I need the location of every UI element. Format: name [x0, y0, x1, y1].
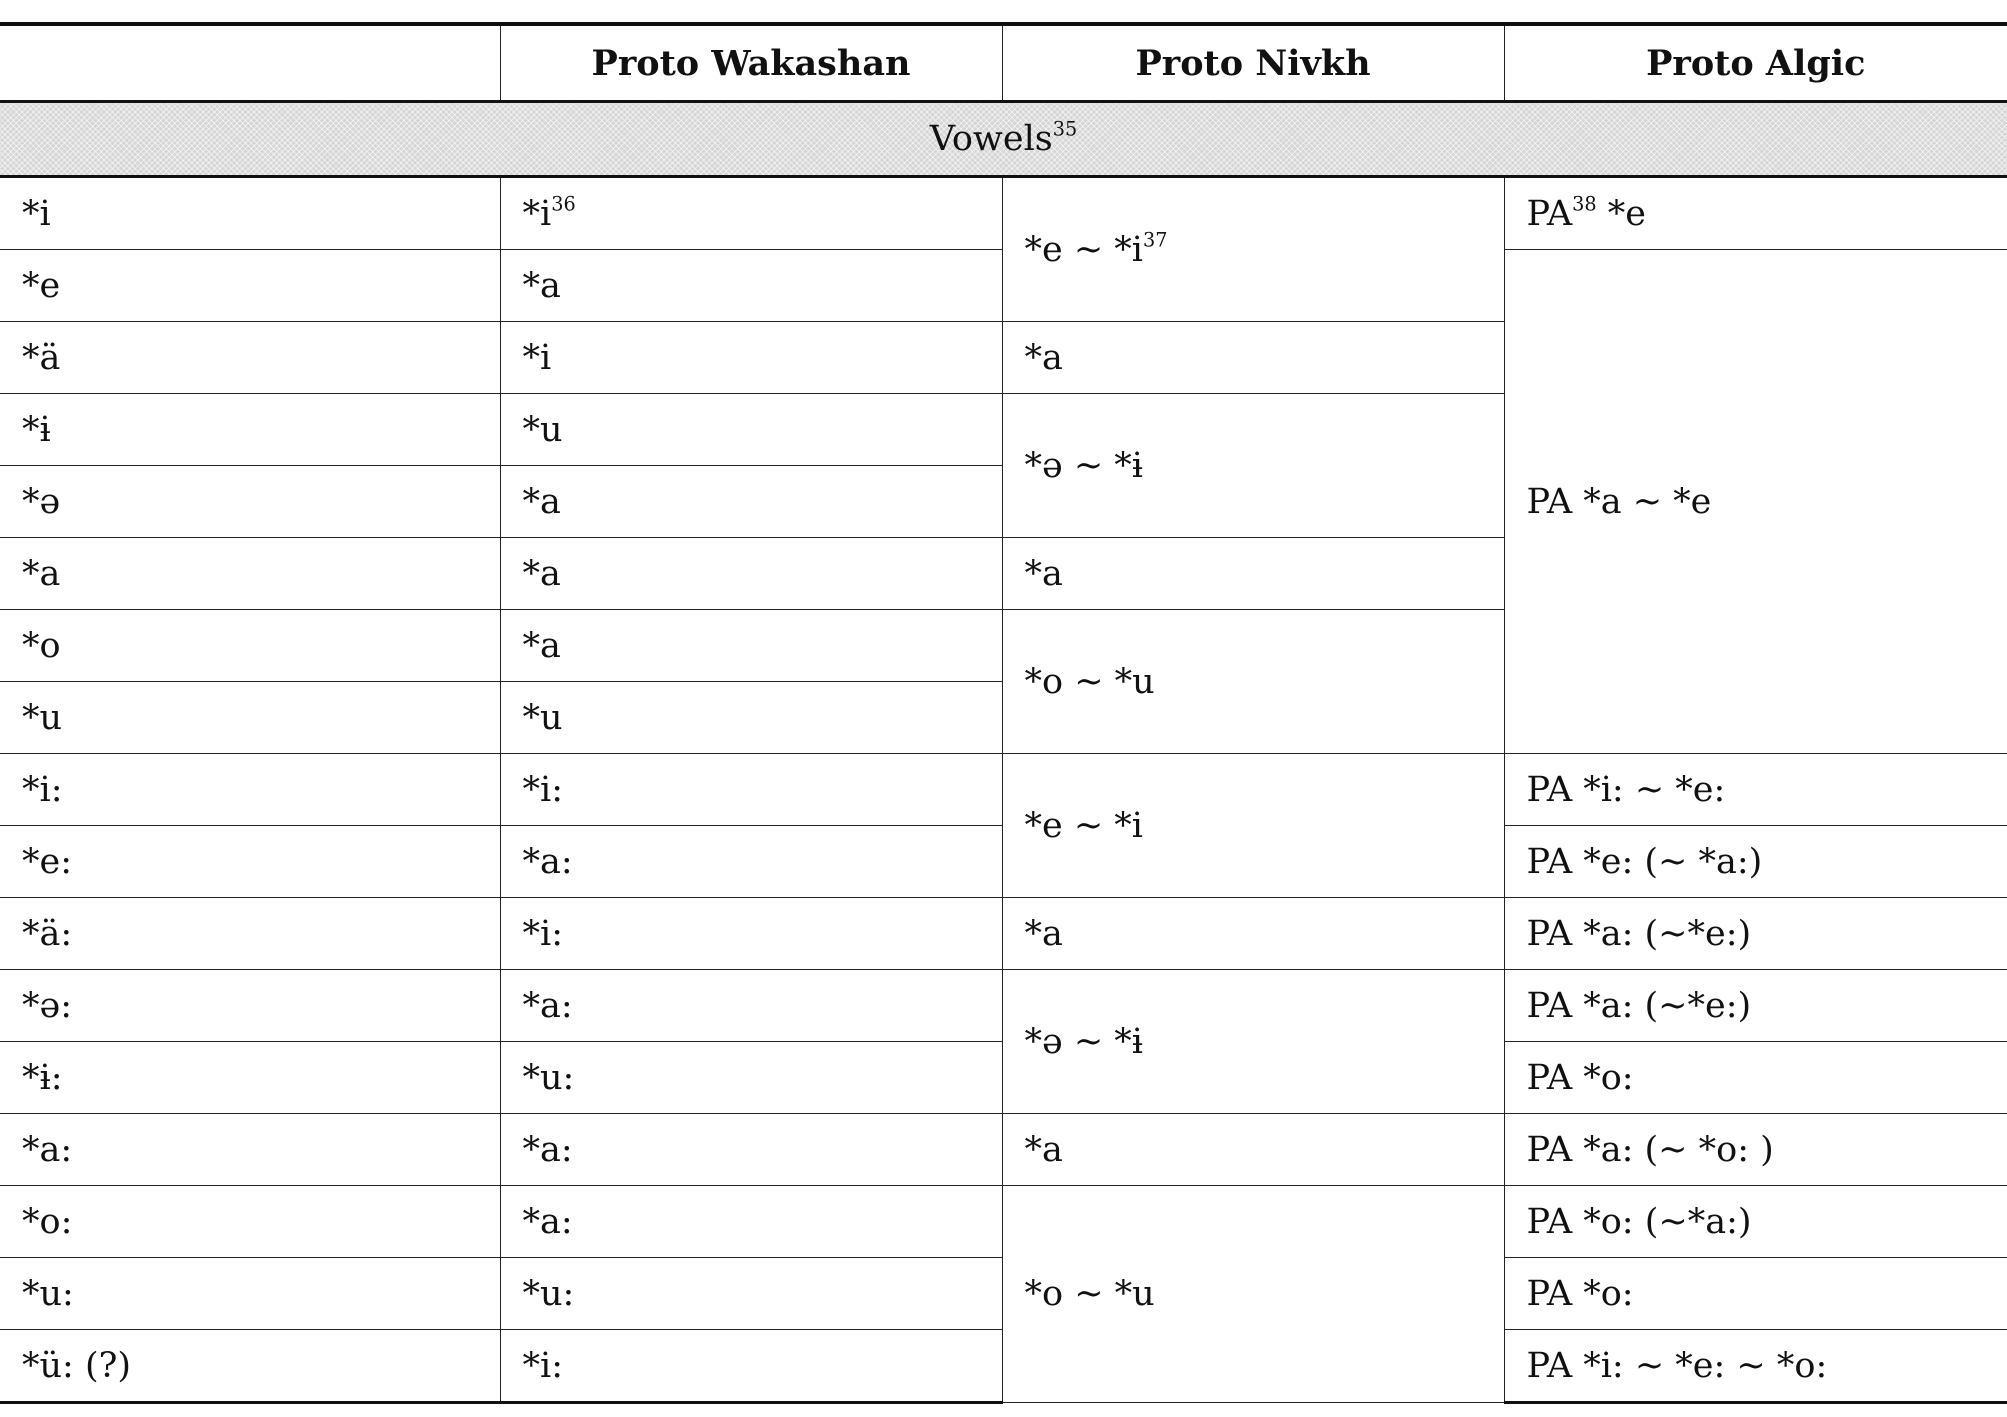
header-cell-proto-nivkh: Proto Nivkh [1002, 24, 1504, 102]
header-row [0, 24, 2007, 102]
table-cell [1504, 177, 2007, 250]
table-cell: *a [1002, 1114, 1504, 1186]
footnote-marker: 38 [1572, 192, 1597, 216]
footnote-marker: 36 [551, 192, 576, 216]
table-cell: *a: [0, 1114, 500, 1186]
header-cell-proto-wakashan: Proto Wakashan [500, 24, 1002, 102]
cell-text: PA [1526, 193, 1573, 234]
table-cell: *a: [500, 1114, 1002, 1186]
table-cell: *e [0, 250, 500, 322]
table-cell-merged: *ə ~ *ɨ [1002, 970, 1504, 1114]
table-cell-merged: PA *a ~ *e [1504, 250, 2007, 754]
table-cell-merged [1002, 177, 1504, 322]
table-cell: *ɨ [0, 394, 500, 466]
table-row [0, 177, 2007, 250]
table-cell: *i: [500, 898, 1002, 970]
table-cell: *a: [500, 826, 1002, 898]
table-row [0, 1114, 2007, 1186]
cell-text: *e [1596, 193, 1646, 234]
table-cell: *a [1002, 322, 1504, 394]
page [0, 22, 2007, 1404]
table-cell: PA *o: (~*a:) [1504, 1186, 2007, 1258]
table-cell: *ə [0, 466, 500, 538]
table-cell: *o [0, 610, 500, 682]
table-cell: *a [500, 610, 1002, 682]
table-cell-merged: *o ~ *u [1002, 610, 1504, 754]
table-cell: PA *e: (~ *a:) [1504, 826, 2007, 898]
header-cell-proto-algic: Proto Algic [1504, 24, 2007, 102]
table-row [0, 898, 2007, 970]
table-cell: *i: [500, 754, 1002, 826]
cell-text: *i [522, 193, 552, 234]
table-cell: *a: [500, 1186, 1002, 1258]
table-cell: *a [0, 538, 500, 610]
footnote-marker: 35 [1052, 117, 1078, 141]
table-cell: *ə: [0, 970, 500, 1042]
table-cell: *ɨ: [0, 1042, 500, 1114]
table-cell: PA *o: [1504, 1258, 2007, 1330]
table-cell: PA *i: ~ *e: ~ *o: [1504, 1330, 2007, 1403]
table-cell: *o: [0, 1186, 500, 1258]
table-row [0, 754, 2007, 826]
table-row [0, 970, 2007, 1042]
table-cell-merged: *o ~ *u [1002, 1186, 1504, 1403]
table-cell: *u [500, 394, 1002, 466]
table-cell: PA *i: ~ *e: [1504, 754, 2007, 826]
table-cell: *ä [0, 322, 500, 394]
table-cell: *a [500, 466, 1002, 538]
table-cell: *a [1002, 538, 1504, 610]
table-cell: *a [1002, 898, 1504, 970]
section-row [0, 102, 2007, 177]
cell-text: *e ~ *i [1024, 229, 1143, 270]
table-cell: *i: [0, 754, 500, 826]
table-cell: *u: [500, 1042, 1002, 1114]
section-label: Vowels [929, 119, 1053, 159]
table-cell: *a [500, 250, 1002, 322]
footnote-marker: 37 [1142, 228, 1168, 252]
table-cell: PA *a: (~ *o: ) [1504, 1114, 2007, 1186]
table-cell-merged: *ə ~ *ɨ [1002, 394, 1504, 538]
table-cell: *i: [500, 1330, 1002, 1403]
table-cell: *u [500, 682, 1002, 754]
table-cell: *e: [0, 826, 500, 898]
table-cell: *ü: (?) [0, 1330, 500, 1403]
table-cell-merged: *e ~ *i [1002, 754, 1504, 898]
table-cell: PA *o: [1504, 1042, 2007, 1114]
vowel-correspondence-table [0, 22, 2007, 1404]
table-cell: *a: [500, 970, 1002, 1042]
table-cell: PA *a: (~*e:) [1504, 898, 2007, 970]
table-cell [500, 177, 1002, 250]
header-cell-blank [0, 24, 500, 102]
table-cell: *a [500, 538, 1002, 610]
table-cell: *u: [500, 1258, 1002, 1330]
table-cell: *u: [0, 1258, 500, 1330]
table-cell: PA *a: (~*e:) [1504, 970, 2007, 1042]
table-cell: *i [500, 322, 1002, 394]
section-heading-vowels [0, 102, 2007, 177]
table-cell: *i [0, 177, 500, 250]
table-cell: *ä: [0, 898, 500, 970]
table-cell: *u [0, 682, 500, 754]
table-row [0, 1186, 2007, 1258]
